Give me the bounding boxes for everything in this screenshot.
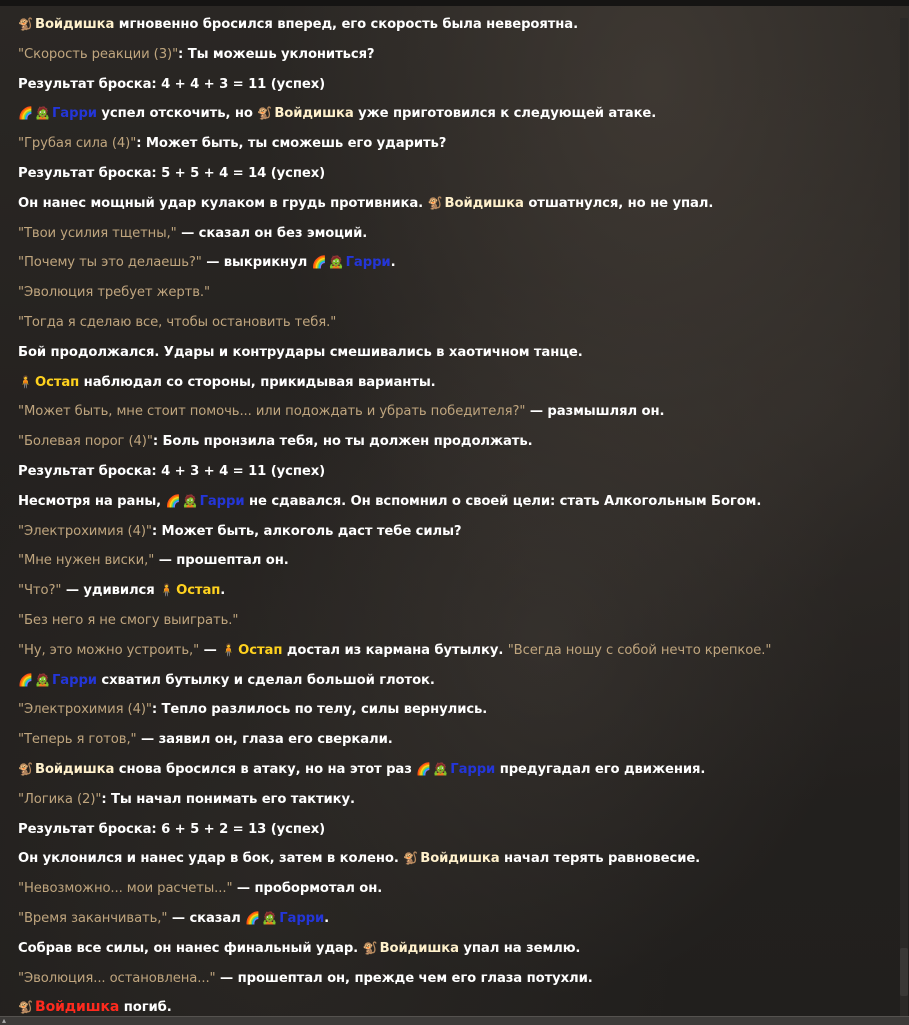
narration-text: : Ты можешь уклониться? (178, 46, 375, 62)
zombie-icon: 🧟 (328, 255, 344, 270)
narration-text: схватил бутылку и сделал большой глоток. (96, 672, 435, 688)
person-icon: 🧍 (18, 374, 33, 389)
narration-text: — сказал (167, 910, 246, 926)
chat-scrollbar[interactable] (900, 18, 908, 1018)
chat-line (18, 815, 898, 845)
monkey-icon: 🐒 (18, 17, 33, 31)
narration-text: погиб. (119, 1000, 172, 1016)
chat-line (18, 70, 898, 100)
chat-line (18, 785, 898, 815)
chat-line (18, 99, 898, 129)
monkey-icon: 🐒 (257, 106, 273, 121)
narration-text: успел отскочить, но (96, 106, 258, 122)
character-name-harry[interactable]: Гарри (450, 761, 496, 777)
narration-text: Несмотря на раны, (18, 493, 166, 509)
character-name-harry[interactable]: Гарри (345, 255, 391, 271)
chat-line (18, 40, 898, 70)
narration-text: предугадал его движения. (495, 761, 706, 777)
chat-line (18, 606, 898, 636)
narration-text: достал из кармана бутылку. (282, 642, 508, 658)
narration-text: : Тепло разлилось по телу, силы вернулись. (151, 702, 488, 718)
dialogue-quote: "Теперь я готов," (18, 732, 137, 748)
dialogue-quote: "Мне нужен виски," (18, 553, 155, 569)
dialogue-quote: "Может быть, мне стоит помочь... или подождать и убрать победителя?" (18, 404, 526, 420)
rainbow-icon: 🌈 (311, 255, 327, 270)
chat-line (18, 517, 898, 547)
rainbow-icon: 🌈 (18, 106, 33, 121)
skill-check-label: "Болевая порог (4)" (18, 434, 153, 450)
dialogue-quote: "Всегда ношу с собой нечто крепкое." (507, 642, 772, 658)
chat-line (18, 219, 898, 249)
monkey-icon: 🐒 (427, 195, 443, 210)
monkey-icon: 🐒 (362, 940, 378, 955)
monkey-icon: 🐒 (18, 1000, 33, 1015)
narration-text: — удивился (61, 583, 160, 599)
chat-line (18, 487, 898, 517)
dialogue-quote: "Тогда я сделаю все, чтобы остановить тебя." (18, 314, 337, 330)
narration-text: упал на землю. (458, 940, 581, 956)
dialogue-quote: "Ну, это можно устроить," (18, 642, 200, 658)
chat-line (18, 248, 898, 278)
narration-text: снова бросился в атаку, но на этот раз (114, 761, 417, 777)
zombie-icon: 🧟 (35, 106, 50, 121)
narration-text: . (390, 255, 396, 271)
character-name-ostap[interactable]: Остап (176, 583, 221, 599)
skill-check-label: "Грубая сила (4)" (18, 136, 137, 152)
character-name-voydishka[interactable]: Войдишка (420, 851, 500, 867)
person-icon: 🧍 (221, 642, 237, 657)
character-name-voydishka[interactable]: Войдишка (35, 17, 115, 32)
narration-text: Бой продолжался. Удары и контрудары смешивались в хаотичном танце. (18, 344, 583, 360)
narration-text: : Может быть, ты сможешь его ударить? (136, 136, 447, 152)
chat-line (18, 10, 898, 40)
narration-text: наблюдал со стороны, прикидывая варианты. (79, 374, 436, 390)
monkey-icon: 🐒 (18, 761, 33, 776)
dialogue-quote: "Почему ты это делаешь?" (18, 255, 202, 271)
character-name-harry[interactable]: Гарри (52, 106, 97, 122)
narration-text: мгновенно бросился вперед, его скорость была невероятна. (114, 17, 579, 32)
chat-line (18, 368, 898, 398)
chat-line (18, 964, 898, 994)
chat-line (18, 129, 898, 159)
chevron-up-icon[interactable]: ▴ (2, 1016, 7, 1025)
narration-text: : Ты начал понимать его тактику. (101, 791, 355, 807)
dice-roll-result: Результат броска: 4 + 3 + 4 = 11 (успех) (18, 463, 326, 479)
monkey-icon: 🐒 (403, 851, 419, 866)
skill-check-label: "Электрохимия (4)" (18, 523, 152, 539)
chat-line (18, 904, 898, 934)
narration-text: . (324, 910, 330, 926)
narration-text: Он уклонился и нанес удар в бок, затем в колено. (18, 851, 404, 867)
dice-roll-result: Результат броска: 5 + 5 + 4 = 14 (успех) (18, 165, 326, 181)
narration-text: начал терять равновесие. (499, 851, 701, 867)
character-name-voydishka-dead[interactable]: Войдишка (35, 999, 120, 1016)
character-name-ostap[interactable]: Остап (35, 374, 80, 390)
chat-line (18, 159, 898, 189)
zombie-icon: 🧟 (262, 910, 278, 925)
chat-line (18, 576, 898, 606)
narration-text: отшатнулся, но не упал. (523, 195, 714, 211)
person-icon: 🧍 (159, 583, 175, 598)
character-name-harry[interactable]: Гарри (199, 493, 245, 509)
narration-text: : Боль пронзила тебя, но ты должен продолжать. (152, 434, 533, 450)
character-name-voydishka[interactable]: Войдишка (274, 106, 354, 122)
dialogue-quote: "Без него я не смогу выиграть." (18, 612, 239, 628)
chat-line (18, 695, 898, 725)
narration-text: Собрав все силы, он нанес финальный удар. (18, 940, 363, 956)
narration-text: . (220, 583, 226, 599)
chat-line (18, 934, 898, 964)
narration-text: — сказал он без эмоций. (176, 225, 368, 241)
dice-roll-result: Результат броска: 6 + 5 + 2 = 13 (успех) (18, 821, 326, 837)
chat-line (18, 457, 898, 487)
narration-text: — заявил он, глаза его сверкали. (136, 732, 393, 748)
skill-check-label: "Логика (2)" (18, 791, 102, 807)
chat-line (18, 338, 898, 368)
dialogue-quote: "Эволюция требует жертв." (18, 285, 210, 301)
narration-text: не сдавался. Он вспомнил о своей цели: стать Алкогольным Богом. (244, 493, 762, 509)
chat-line (18, 666, 898, 696)
scrollbar-thumb[interactable] (900, 948, 908, 996)
dialogue-quote: "Что?" (18, 583, 62, 599)
dialogue-quote: "Твои усилия тщетны," (18, 225, 177, 241)
chat-line (18, 874, 898, 904)
chat-line (18, 546, 898, 576)
chat-line (18, 844, 898, 874)
dialogue-quote: "Невозможно... мои расчеты..." (18, 881, 233, 897)
narration-text: : Может быть, алкоголь даст тебе силы? (151, 523, 462, 539)
character-name-voydishka[interactable]: Войдишка (444, 195, 524, 211)
chat-log (18, 10, 898, 1023)
chat-line (18, 189, 898, 219)
rainbow-icon: 🌈 (245, 910, 261, 925)
rainbow-icon: 🌈 (416, 761, 432, 776)
character-name-harry[interactable]: Гарри (279, 910, 325, 926)
chat-line (18, 278, 898, 308)
top-bar (0, 0, 909, 6)
zombie-icon: 🧟 (35, 672, 50, 687)
zombie-icon: 🧟 (182, 493, 198, 508)
chat-line (18, 397, 898, 427)
skill-check-label: "Скорость реакции (3)" (18, 46, 179, 62)
chat-line (18, 725, 898, 755)
narration-text: — выкрикнул (201, 255, 312, 271)
character-name-voydishka[interactable]: Войдишка (35, 761, 115, 777)
narration-text: — прошептал он, прежде чем его глаза потухли. (215, 970, 593, 986)
dialogue-quote: "Эволюция... остановлена..." (18, 970, 216, 986)
rainbow-icon: 🌈 (165, 493, 181, 508)
chat-line (18, 308, 898, 338)
rainbow-icon: 🌈 (18, 672, 33, 687)
narration-text: Он нанес мощный удар кулаком в грудь противника. (18, 195, 428, 211)
chat-line (18, 427, 898, 457)
narration-text: — пробормотал он. (232, 881, 383, 897)
bottom-bar (0, 1016, 909, 1025)
chat-line (18, 636, 898, 666)
narration-text: — (199, 642, 222, 658)
character-name-ostap[interactable]: Остап (238, 642, 283, 658)
dice-roll-result: Результат броска: 4 + 4 + 3 = 11 (успех) (18, 76, 326, 92)
zombie-icon: 🧟 (433, 761, 449, 776)
character-name-harry[interactable]: Гарри (52, 672, 97, 688)
character-name-voydishka[interactable]: Войдишка (379, 940, 459, 956)
narration-text: — прошептал он. (154, 553, 289, 569)
skill-check-label: "Электрохимия (4)" (18, 702, 152, 718)
chat-line (18, 755, 898, 785)
narration-text: уже приготовился к следующей атаке. (353, 106, 657, 122)
narration-text: — размышлял он. (525, 404, 665, 420)
dialogue-quote: "Время заканчивать," (18, 910, 168, 926)
